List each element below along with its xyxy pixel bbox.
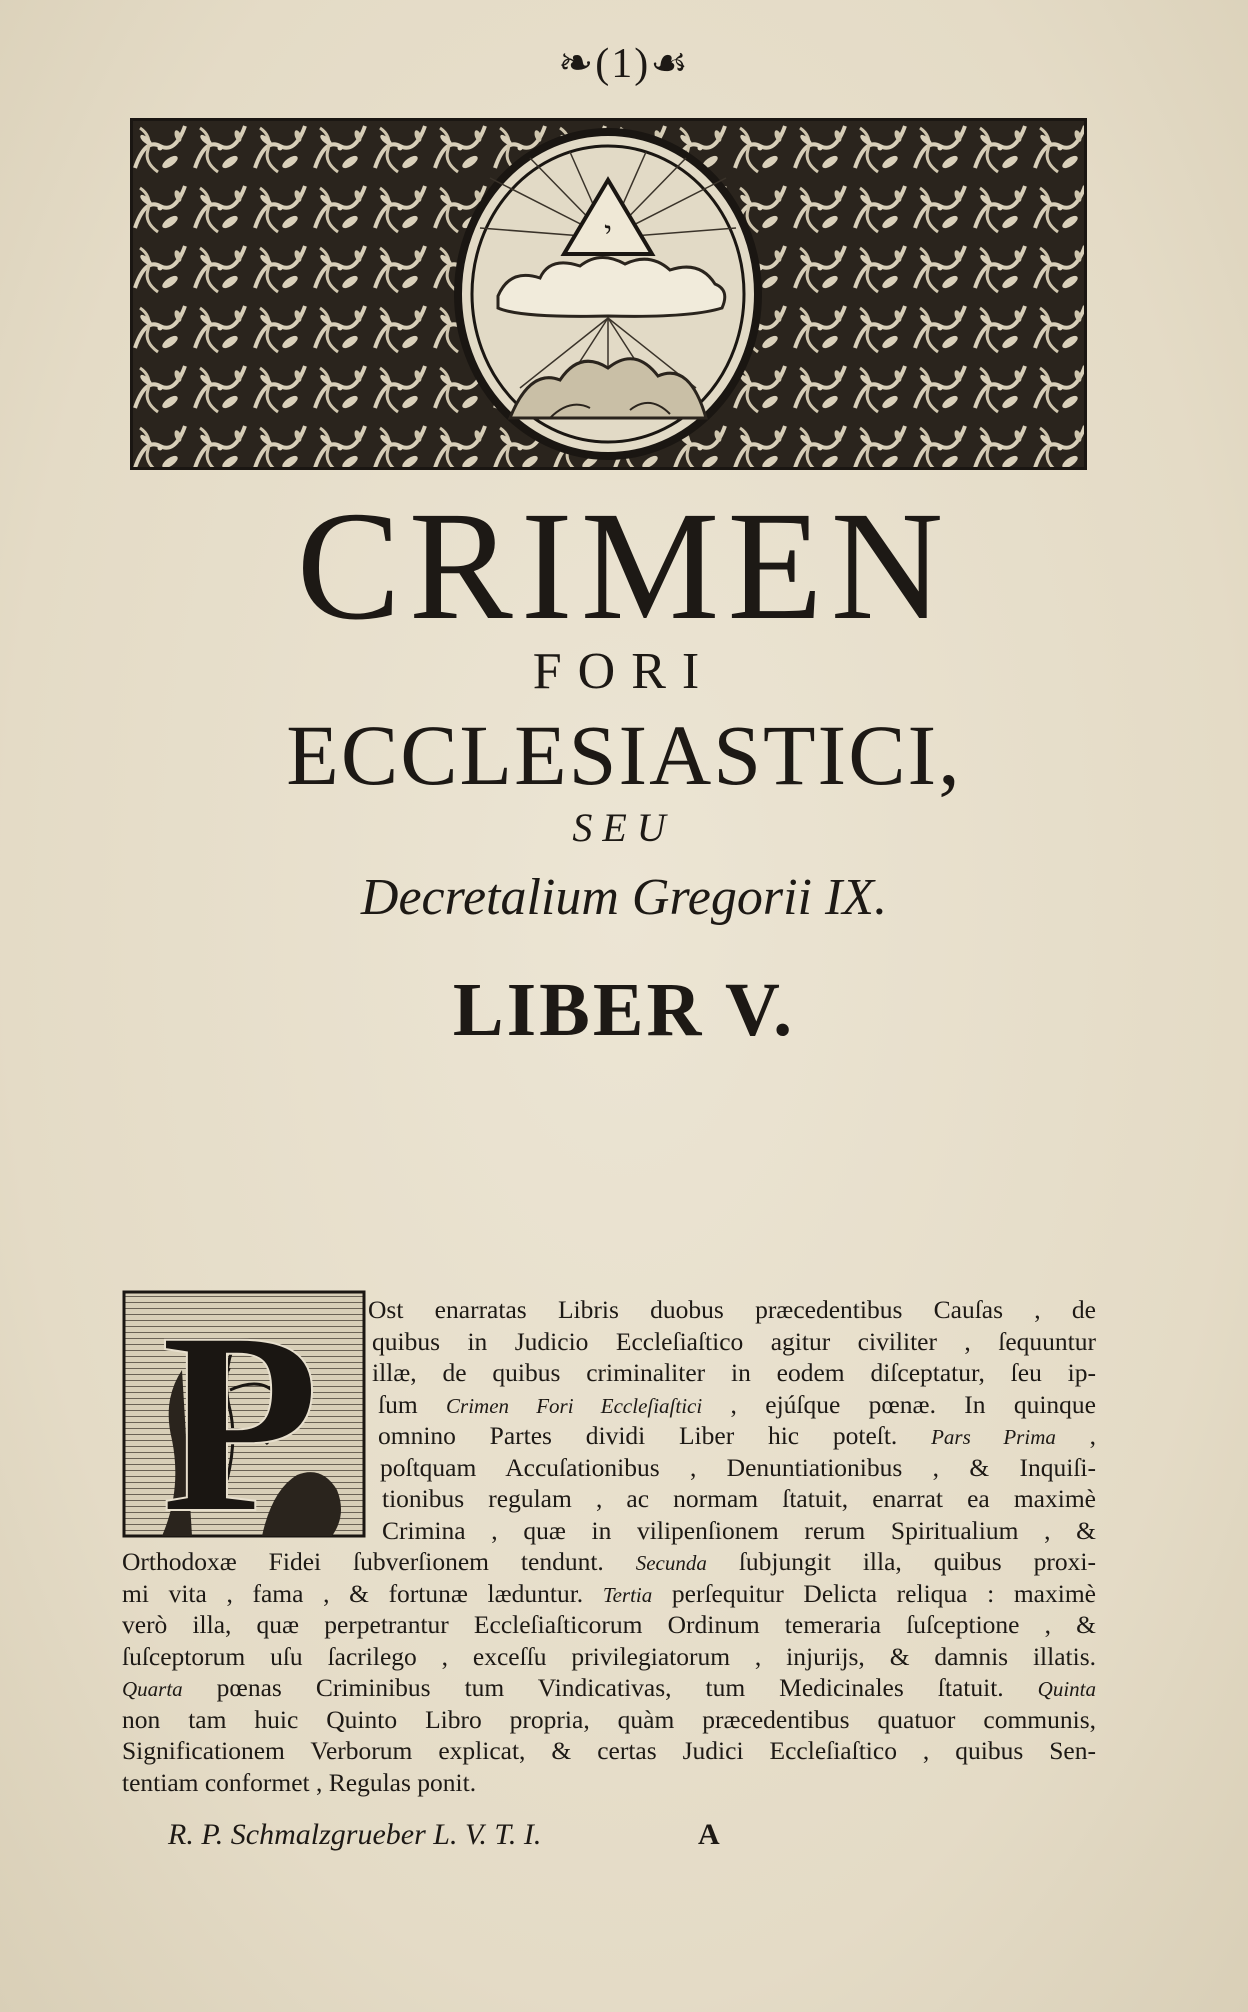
title-crimen: CRIMEN — [296, 479, 952, 652]
text-line: quibus in Judicio Eccleſiaſtico agitur civiliter , ſequuntur — [372, 1326, 1096, 1356]
text-line: Ost enarratas Libris duobus præcedentibus Cauſas , de — [368, 1295, 1096, 1324]
left-ornament-icon: ❧ — [558, 41, 596, 87]
right-ornament-icon: ☙ — [650, 41, 690, 87]
page-number: ❧(1)☙ — [558, 41, 690, 87]
text-line: omnino Partes dividi Liber hic poteſt. Pars Prima , — [378, 1421, 1096, 1450]
text-line: Crimina , quæ in vilipenſionem rerum Spiritualium , & — [382, 1515, 1096, 1545]
text-line: illæ, de quibus criminaliter in eodem diſceptatur, ſeu ip- — [372, 1358, 1096, 1387]
title-liber: LIBER V. — [452, 968, 796, 1052]
title-ecclesiastici: ECCLESIASTICI, — [286, 707, 962, 803]
text-line: verò illa, quæ perpetrantur Eccleſiaſticorum Ordinum temeraria ſuſceptione , & — [122, 1610, 1096, 1639]
text-line: non tam huic Quinto Libro propria, quàm præcedentibus quatuor communis, — [122, 1704, 1096, 1734]
title-fori: FORI — [532, 643, 716, 700]
title-decretalium: Decretalium Gregorii IX. — [360, 869, 888, 926]
svg-text:י: י — [604, 215, 612, 250]
text-line: ſum Crimen Fori Eccleſiaſtici , ejúſque pœnæ. In quinque — [378, 1389, 1096, 1419]
text-line: Quarta pœnas Criminibus tum Vindicativas, tum Medicinales ſtatuit. Quinta — [122, 1673, 1096, 1702]
title-seu: SEU — [572, 805, 676, 850]
signature-mark: A — [698, 1818, 720, 1851]
text-line: tentiam conformet , Regulas ponit. — [122, 1767, 477, 1797]
text-line: ſuſceptorum uſu ſacrilego , exceſſu privilegiatorum , injurijs, & damnis illatis. — [122, 1641, 1096, 1671]
svg-text:P: P — [160, 1290, 320, 1538]
text-line: mi vita , fama , & fortunæ læduntur. Tertia perſequitur Delicta reliqua : maximè — [122, 1578, 1096, 1608]
text-line: tionibus regulam , ac normam ſtatuit, enarrat ea maximè — [382, 1484, 1096, 1513]
text-line: poſtquam Accuſationibus , Denuntiationibus , & Inquiſi- — [380, 1452, 1096, 1482]
body-text — [122, 1294, 1096, 1798]
text-line: Orthodoxæ Fidei ſubverſionem tendunt. Secunda ſubjungit illa, quibus proxi- — [122, 1547, 1096, 1576]
catchline: R. P. Schmalzgrueber L. V. T. I. — [168, 1818, 542, 1851]
text-line: Significationem Verborum explicat, & certas Judici Eccleſiaſtico , quibus Sen- — [122, 1736, 1096, 1765]
headpiece-woodcut — [130, 118, 1087, 470]
